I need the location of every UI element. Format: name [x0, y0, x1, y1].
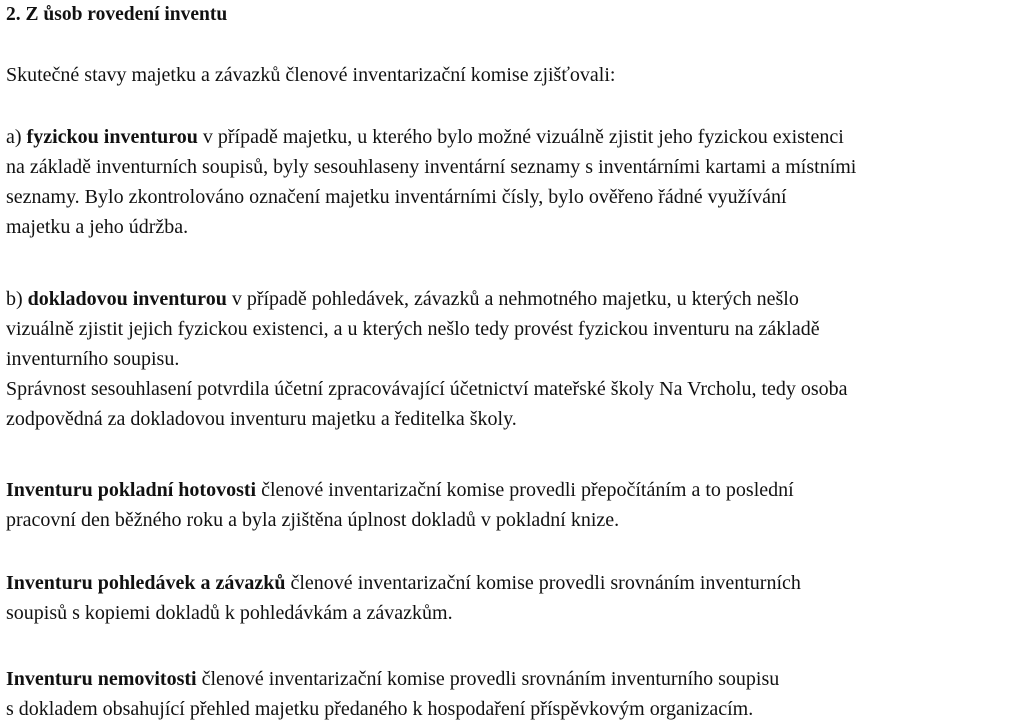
term-property-inventory: Inventuru nemovitosti [6, 668, 197, 690]
paragraph-line [6, 122, 856, 152]
paragraph-line: vizuálně zjistit jejich fyzickou existenci, a u kterých nešlo tedy provést fyzickou inventuru na základě [6, 318, 820, 340]
paragraph-property-inventory [6, 664, 779, 724]
paragraph-line: s dokladem obsahující přehled majetku předaného k hospodaření příspěvkovým organizacím. [6, 698, 754, 720]
paragraph-physical-inventory [6, 122, 856, 242]
paragraph-line [6, 284, 848, 314]
term-receivables-inventory: Inventuru pohledávek a závazků [6, 572, 286, 594]
paragraph-receivables-inventory [6, 568, 801, 628]
line-text: v případě majetku, u kterého bylo možné vizuálně zjistit jeho fyzickou existenci [197, 126, 844, 148]
list-marker-b: b) [6, 288, 28, 310]
paragraph-line [6, 664, 779, 694]
intro-line: Skutečné stavy majetku a závazků členové inventarizační komise zjišťovali: [6, 64, 616, 86]
paragraph-line: soupisů s kopiemi dokladů k pohledávkám a závazkům. [6, 602, 453, 624]
paragraph-line [6, 475, 794, 505]
paragraph-line: inventurního soupisu. [6, 348, 180, 370]
paragraph-line: pracovní den běžného roku a byla zjištěna úplnost dokladů v pokladní knize. [6, 509, 620, 531]
paragraph-line: seznamy. Bylo zkontrolováno označení majetku inventárními čísly, bylo ověřeno řádné využívání [6, 186, 787, 208]
paragraph-line [6, 568, 801, 598]
paragraph-line: majetku a jeho údržba. [6, 216, 189, 238]
paragraph-document-inventory [6, 284, 848, 434]
section-heading: 2. Z ůsob rovedení inventu [6, 4, 228, 25]
line-text: členové inventarizační komise provedli přepočítáním a to poslední [256, 479, 794, 501]
line-text: členové inventarizační komise provedli srovnáním inventurního soupisu [196, 668, 780, 690]
term-document-inventory: dokladovou inventurou [27, 288, 227, 310]
paragraph-line: zodpovědná za dokladovou inventuru majetku a ředitelka školy. [6, 408, 517, 430]
line-text: v případě pohledávek, závazků a nehmotného majetku, u kterých nešlo [226, 288, 799, 310]
paragraph-line: na základě inventurních soupisů, byly sesouhlaseny inventární seznamy s inventárními kartami a místními [6, 156, 857, 178]
line-text: členové inventarizační komise provedli srovnáním inventurních [285, 572, 801, 594]
intro-paragraph [6, 60, 615, 90]
paragraph-cash-inventory [6, 475, 794, 535]
term-cash-inventory: Inventuru pokladní hotovosti [6, 479, 257, 501]
list-marker-a: a) [6, 126, 27, 148]
term-physical-inventory: fyzickou inventurou [26, 126, 198, 148]
paragraph-line: Správnost sesouhlasení potvrdila účetní zpracovávající účetnictví mateřské školy Na Vrcholu, tedy osoba [6, 378, 848, 400]
